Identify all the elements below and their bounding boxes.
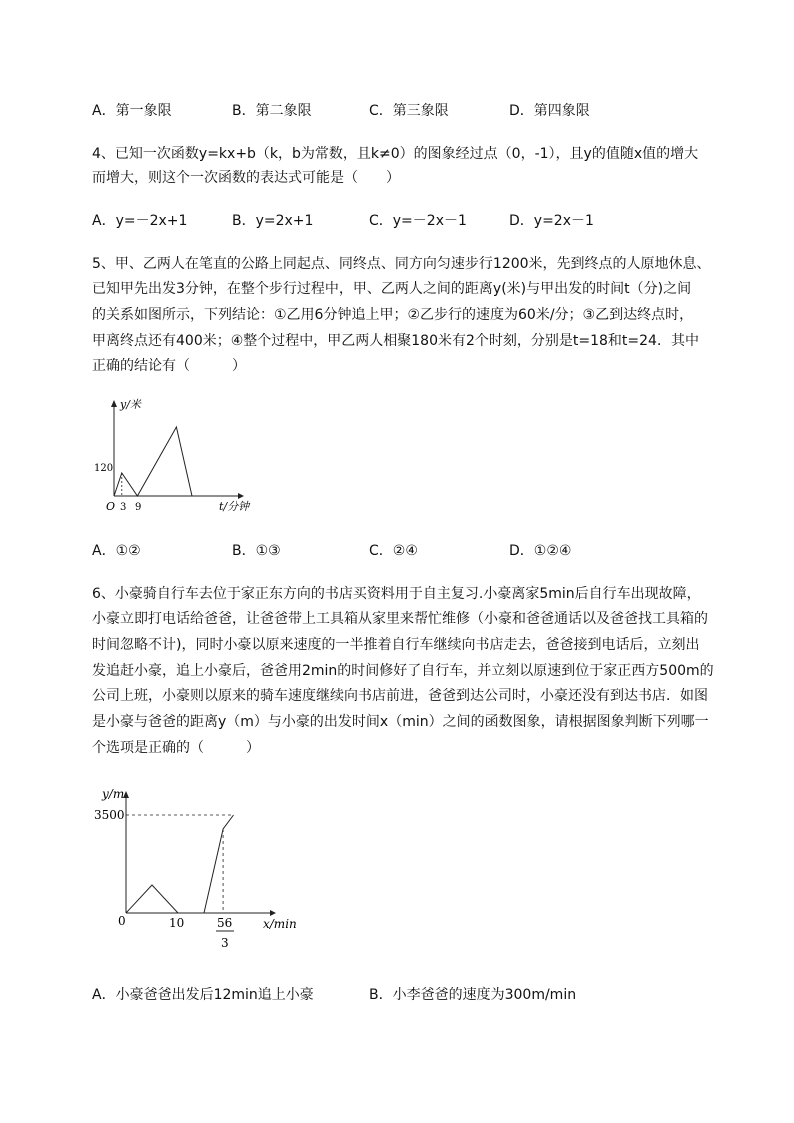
q5-text-line1: 5、甲、乙两人在笔直的公路上同起点、同终点、同方向匀速步行1200米，先到终点的人原地休息、 — [92, 256, 711, 272]
q5-option-d[interactable]: D．①②④ — [509, 543, 572, 559]
q5-option-b[interactable]: B．①③ — [232, 543, 281, 559]
q5-text-line5: 正确的结论有（ ） — [92, 358, 246, 374]
q5-x-tick-3: 3 — [120, 502, 127, 513]
q6-text-line5: 公司上班，小豪则以原来的骑车速度继续向书店前进，爸爸到达公司时，小豪还没有到达书店．如图 — [92, 688, 708, 704]
q5-x-tick-9: 9 — [135, 502, 142, 513]
q5-text-line4: 甲离终点还有400米；④整个过程中，甲乙两人相聚180米有2个时刻，分别是t=18和t=24．其中 — [92, 333, 699, 349]
q6-graph — [90, 780, 330, 960]
q3-option-c[interactable]: C．第三象限 — [369, 103, 449, 119]
q6-x-label: x/min — [263, 917, 297, 931]
q6-option-a[interactable]: A．小豪爸爸出发后12min追上小豪 — [92, 987, 314, 1003]
q4-option-a[interactable]: A．y=－2x+1 — [92, 213, 188, 229]
q6-option-b[interactable]: B．小李爸爸的速度为300m/min — [369, 987, 577, 1003]
q4-text-line2: 而增大，则这个一次函数的表达式可能是（ ） — [92, 170, 400, 186]
q5-origin-label: O — [106, 500, 116, 513]
q4-text-line1: 4、已知一次函数y=kx+b（k，b为常数，且k≠0）的图象经过点（0，-1），且y的值随x值的增大 — [92, 146, 699, 162]
q5-y-label: y/米 — [120, 398, 141, 411]
q5-distance-curve — [114, 427, 192, 496]
q5-option-a[interactable]: A．①② — [92, 543, 141, 559]
q3-option-d[interactable]: D．第四象限 — [509, 103, 590, 119]
q6-y-tick-3500: 3500 — [94, 808, 125, 822]
q5-x-axis-arrow — [238, 493, 244, 499]
q6-y-label: y/m — [102, 787, 125, 801]
q6-text-line3: 时间忽略不计)，同时小豪以原来速度的一半推着自行车继续向书店走去，爸爸接到电话后，立刻出 — [92, 637, 700, 653]
q6-text-line1: 6、小豪骑自行车去位于家正东方向的书店买资料用于自主复习.小豪离家5min后自行车出现故障， — [92, 586, 701, 602]
q6-x-tick-3: 3 — [221, 936, 229, 950]
q6-text-line6: 是小豪与爸爸的距离y（m）与小豪的出发时间x（min）之间的函数图象，请根据图象判断下列哪一 — [92, 714, 709, 730]
q6-text-line2: 小豪立即打电话给爸爸，让爸爸带上工具箱从家里来帮忙维修（小豪和爸爸通话以及爸爸找工具箱的 — [92, 611, 708, 627]
q5-text-line2: 已知甲先出发3分钟，在整个步行过程中，甲、乙两人之间的距离y(米)与甲出发的时间t（分)之间 — [92, 281, 692, 297]
q4-option-d[interactable]: D．y=2x－1 — [509, 213, 594, 229]
q6-x-axis-arrow — [270, 910, 276, 916]
q3-option-b[interactable]: B．第二象限 — [232, 103, 312, 119]
q4-option-c[interactable]: C．y=－2x－1 — [369, 213, 467, 229]
q5-text-line3: 的关系如图所示，下列结论：①乙用6分钟追上甲；②乙步行的速度为60米/分；③乙到达终点时， — [92, 307, 694, 323]
q3-option-a[interactable]: A．第一象限 — [92, 103, 172, 119]
q6-origin-label: 0 — [118, 914, 126, 928]
q6-x-tick-56: 56 — [217, 916, 233, 930]
q5-x-label: t/分钟 — [219, 500, 250, 513]
q6-x-tick-10: 10 — [169, 916, 185, 930]
q6-text-line7: 个选项是正确的（ ） — [92, 740, 260, 756]
q5-option-c[interactable]: C．②④ — [369, 543, 418, 559]
q6-text-line4: 发追赶小豪，追上小豪后，爸爸用2min的时间修好了自行车，并立刻以原速到位于家正西方500m的 — [92, 663, 714, 679]
q6-distance-curve — [126, 815, 234, 913]
q5-graph — [88, 393, 258, 523]
q4-option-b[interactable]: B．y=2x+1 — [232, 213, 314, 229]
q5-y-axis-arrow — [111, 400, 117, 407]
q5-y-tick-120: 120 — [94, 463, 114, 474]
